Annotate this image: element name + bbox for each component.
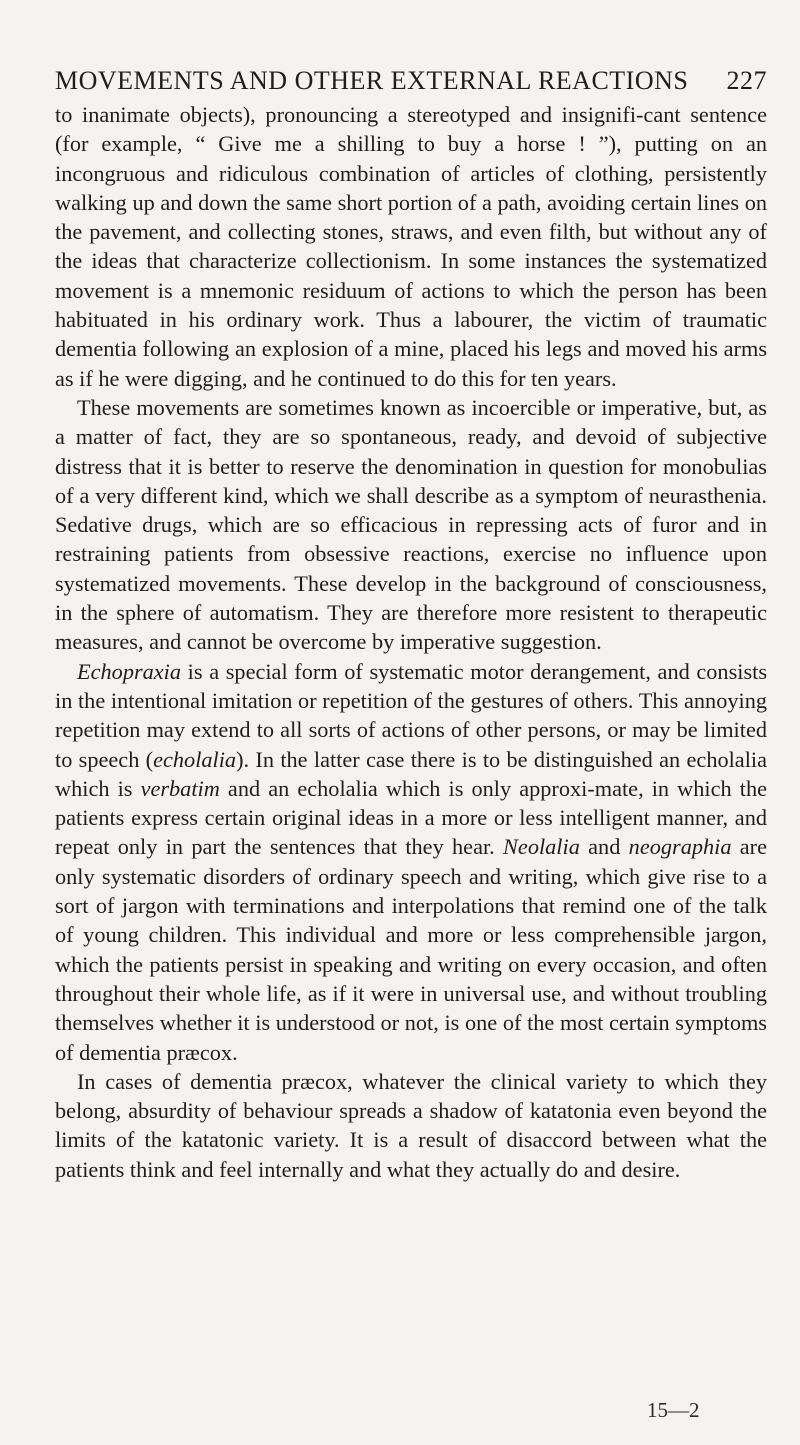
term-neolalia: Neolalia [503,834,580,860]
text-span: are only systematic disorders of ordinary speech and writing, which give rise to a sort of jargon with terminations and interpolations that remind one of the talk of young children. This individual and more or less comprehensible jargon, which the patients persist in speaking and writing on every occasion, and often throughout their whole life, as if it were in universal use, and without troubling themselves whether it is understood or not, is one of the most certain symptoms of dementia præcox. [55,834,768,1065]
paragraph: These movements are sometimes known as incoercible or imperative, but, as a matter of fact, they are so spontaneous, ready, and devoid of subjective distress that it is better to reserve the denomination in question for monobulias of a very different kind, which we shall describe as a symptom of neurasthenia. Sedative drugs, which are so efficacious in repressing acts of furor and in restraining patients from obsessive reactions, exercise no influence upon systematized movements. These develop in the background of consciousness, in the sphere of automatism. They are therefore more resistent to therapeutic measures, and cannot be overcome by imperative suggestion. [55,394,767,655]
paragraph: In cases of dementia præcox, whatever the clinical variety to which they belong, absurdity of behaviour spreads a shadow of katatonia even beyond the limits of the katatonic variety. It is a result of disaccord between what the patients think and feel internally and what they actually do and desire. [55,1068,767,1182]
signature-mark: 15—2 [647,1398,700,1422]
term-echopraxia: Echopraxia [77,658,182,684]
chapter-title: MOVEMENTS AND OTHER EXTERNAL REACTIONS [55,66,689,95]
text-span: and [579,834,629,860]
running-head [55,66,767,96]
term-neographia: neographia [628,834,732,860]
paragraph-echopraxia [55,657,767,1067]
paragraph: to inanimate objects), pronouncing a stereotyped and insignifi-cant sentence (for example, “ Give me a shilling to buy a horse ! ”), putting on an incongruous and ridiculous combination of articles of clothing, persistently walking up and down the same short portion of a path, avoiding certain lines on the pavement, and collecting stones, straws, and even filth, but without any of the ideas that characterize collectionism. In some instances the systematized movement is a mnemonic residuum of actions to which the person has been habituated in his ordinary work. Thus a labourer, the victim of traumatic dementia following an explosion of a mine, placed his legs and moved his arms as if he were digging, and he continued to do this for ten years. [55,102,767,391]
text-span: and an echolalia which is only approxi-mate, in which the patients express certain original ideas in a more or less intelligent manner, and repeat only in part the sentences that they hear. [55,775,767,860]
term-echolalia: echolalia [153,746,237,772]
text-span: is a special form of systematic motor derangement, and consists in the intentional imitation or repetition of the gestures of others. This annoying repetition may extend to all sorts of actions of other persons, or may be limited to speech ( [55,658,767,772]
body-text [55,100,767,1184]
term-verbatim: verbatim [140,775,220,801]
text-span: ). In the latter case there is to be distinguished an echolalia which is [55,746,767,801]
page-number: 227 [726,66,767,95]
